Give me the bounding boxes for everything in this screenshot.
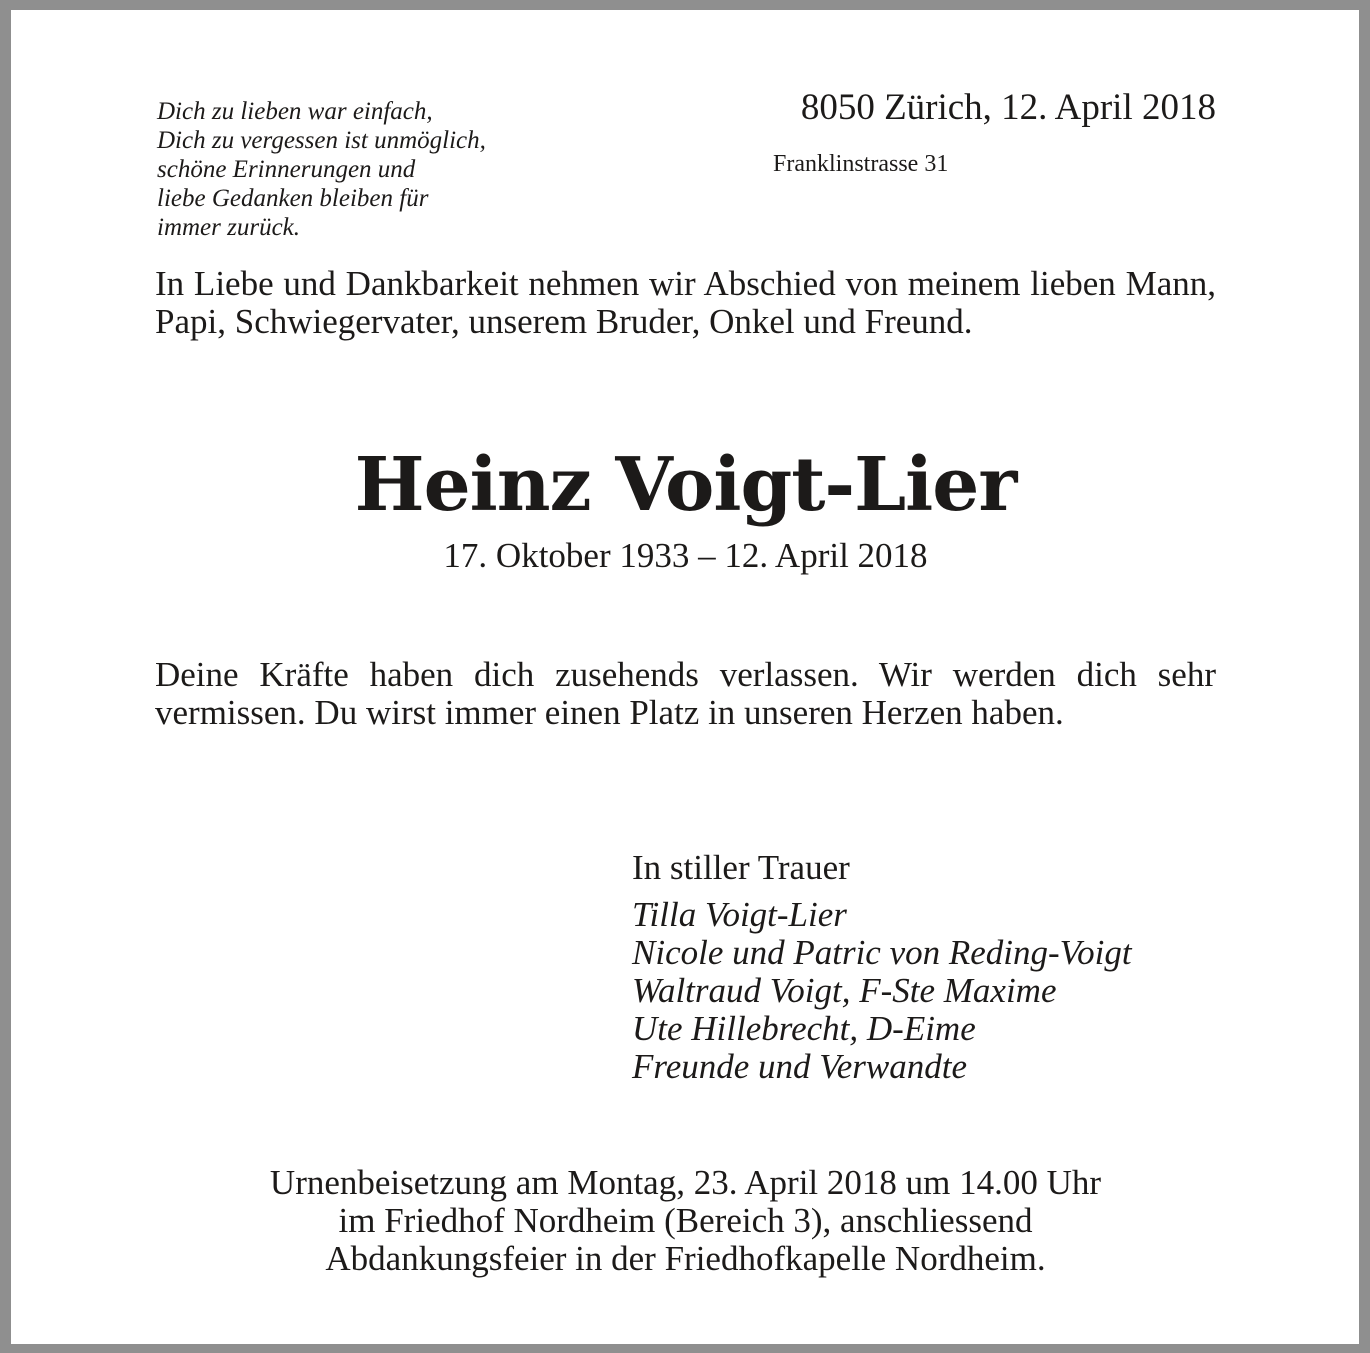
deceased-name: Heinz Voigt-Lier <box>354 442 1017 528</box>
poem-line: Dich zu vergessen ist unmöglich, <box>157 127 486 154</box>
mourner-name: Ute Hillebrecht, D-Eime <box>632 1009 976 1048</box>
poem-line: Dich zu lieben war einfach, <box>157 98 433 125</box>
ceremony-details <box>155 1164 1216 1278</box>
location-date: 8050 Zürich, 12. April 2018 <box>800 87 1216 128</box>
mourners-list <box>632 896 1132 1086</box>
mourner-name: Tilla Voigt-Lier <box>632 895 847 934</box>
poem-line: liebe Gedanken bleiben für <box>157 185 429 212</box>
intro-paragraph: In Liebe und Dankbarkeit nehmen wir Abschied von meinem lieben Mann, Papi, Schwiegervater, unserem Bruder, Onkel und Freund. <box>155 264 1216 341</box>
life-dates: 17. Oktober 1933 – 12. April 2018 <box>443 536 928 575</box>
mourner-name: Freunde und Verwandte <box>632 1047 968 1086</box>
ceremony-line: Abdankungsfeier in der Friedhofkapelle Nordheim. <box>325 1239 1046 1278</box>
mourner-name: Waltraud Voigt, F-Ste Maxime <box>632 971 1057 1010</box>
mourning-label: In stiller Trauer <box>632 848 850 887</box>
mourner-name: Nicole und Patric von Reding-Voigt <box>632 933 1132 972</box>
memorial-poem <box>157 97 597 242</box>
ceremony-line: im Friedhof Nordheim (Bereich 3), anschliessend <box>338 1201 1033 1240</box>
poem-line: immer zurück. <box>157 214 301 241</box>
closing-paragraph: Deine Kräfte haben dich zusehends verlassen. Wir werden dich sehr vermissen. Du wirst immer einen Platz in unseren Herzen haben. <box>155 655 1216 732</box>
poem-line: schöne Erinnerungen und <box>157 156 416 183</box>
ceremony-line: Urnenbeisetzung am Montag, 23. April 2018 um 14.00 Uhr <box>269 1163 1102 1202</box>
street-address: Franklinstrasse 31 <box>773 151 949 177</box>
